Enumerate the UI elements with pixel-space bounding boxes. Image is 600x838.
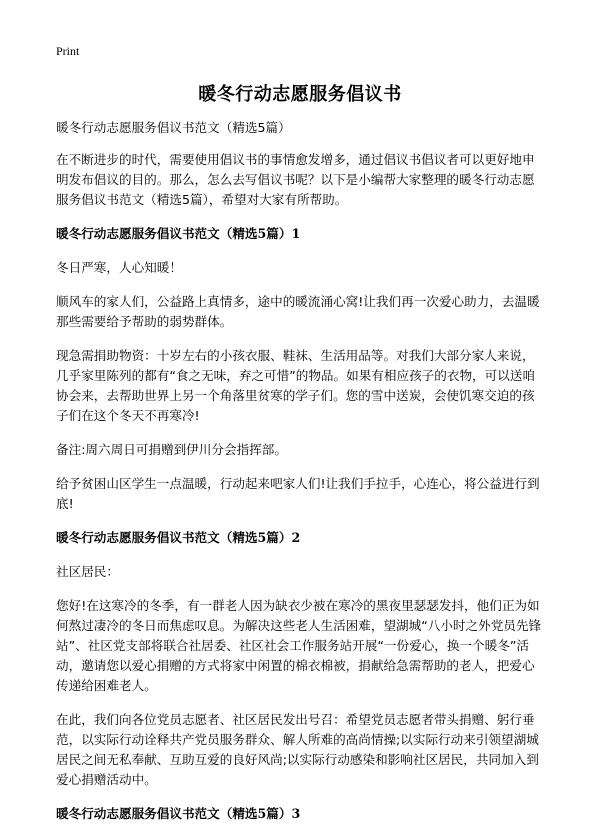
section-heading: 暖冬行动志愿服务倡议书范文（精选5篇）3 — [56, 806, 301, 821]
section-heading: 暖冬行动志愿服务倡议书范文（精选5篇）1 — [56, 226, 301, 241]
paragraph: 顺风车的家人们，公益路上真情多，途中的暖流涌心窝!让我们再一次爱心助力，去温暖那些需要给予帮助的弱势群体。 — [56, 294, 540, 329]
print-link[interactable]: Print — [56, 44, 80, 58]
document-body — [56, 118, 546, 838]
paragraph: 现急需捐助物资：十岁左右的小孩衣服、鞋袜、生活用品等。对我们大部分家人来说，几乎家里陈列的都有“食之无味，弃之可惜”的物品。如果有相应孩子的衣物，可以送咱协会来，去帮助世界上另一个角落里贫寒的学子们。您的雪中送炭，会使饥寒交迫的孩子们在这个冬天不再寒冷! — [56, 348, 536, 423]
paragraph: 备注:周六周日可捐赠到伊川分会指挥部。 — [56, 442, 287, 457]
document-subtitle: 暖冬行动志愿服务倡议书范文（精选5篇） — [56, 120, 291, 135]
intro-paragraph: 在不断进步的时代，需要使用倡议书的事情愈发增多，通过倡议书倡议者可以更好地申明发布倡议的目的。那么，怎么去写倡议书呢？以下是小编帮大家整理的暖冬行动志愿服务倡议书范文（精选5篇），希望对大家有所帮助。 — [56, 152, 535, 207]
document-title: 暖冬行动志愿服务倡议书 — [198, 84, 402, 105]
paragraph: 您好!在这寒冷的冬季，有一群老人因为缺衣少被在寒冷的黑夜里瑟瑟发抖，他们正为如何熬过凄冷的冬日而焦虑叹息。为解决这些老人生活困难，望湖城“八小时之外党员先锋站”、社区党支部将联合社居委、社区社会工作服务站开展“一份爱心，换一个暖冬”活动，邀请您以爱心捐赠的方式将家中闲置的棉衣棉被，捐献给急需帮助的老人，把爱心传递给困难老人。 — [56, 598, 542, 693]
paragraph: 社区居民： — [56, 564, 119, 579]
section-heading: 暖冬行动志愿服务倡议书范文（精选5篇）2 — [56, 530, 301, 545]
paragraph: 在此，我们向各位党员志愿者、社区居民发出号召：希望党员志愿者带头捐赠、躬行垂范，以实际行动诠释共产党员服务群众、解人所难的高尚情操;以实际行动来引领望湖城居民之间无私奉献、互助互爱的良好风尚;以实际行动感染和影响社区居民，共同加入到爱心捐赠活动中。 — [56, 712, 539, 787]
paragraph: 冬日严寒，人心知暖！ — [56, 260, 182, 275]
paragraph: 给予贫困山区学生一点温暖，行动起来吧家人们!让我们手拉手，心连心，将公益进行到底! — [56, 476, 540, 511]
